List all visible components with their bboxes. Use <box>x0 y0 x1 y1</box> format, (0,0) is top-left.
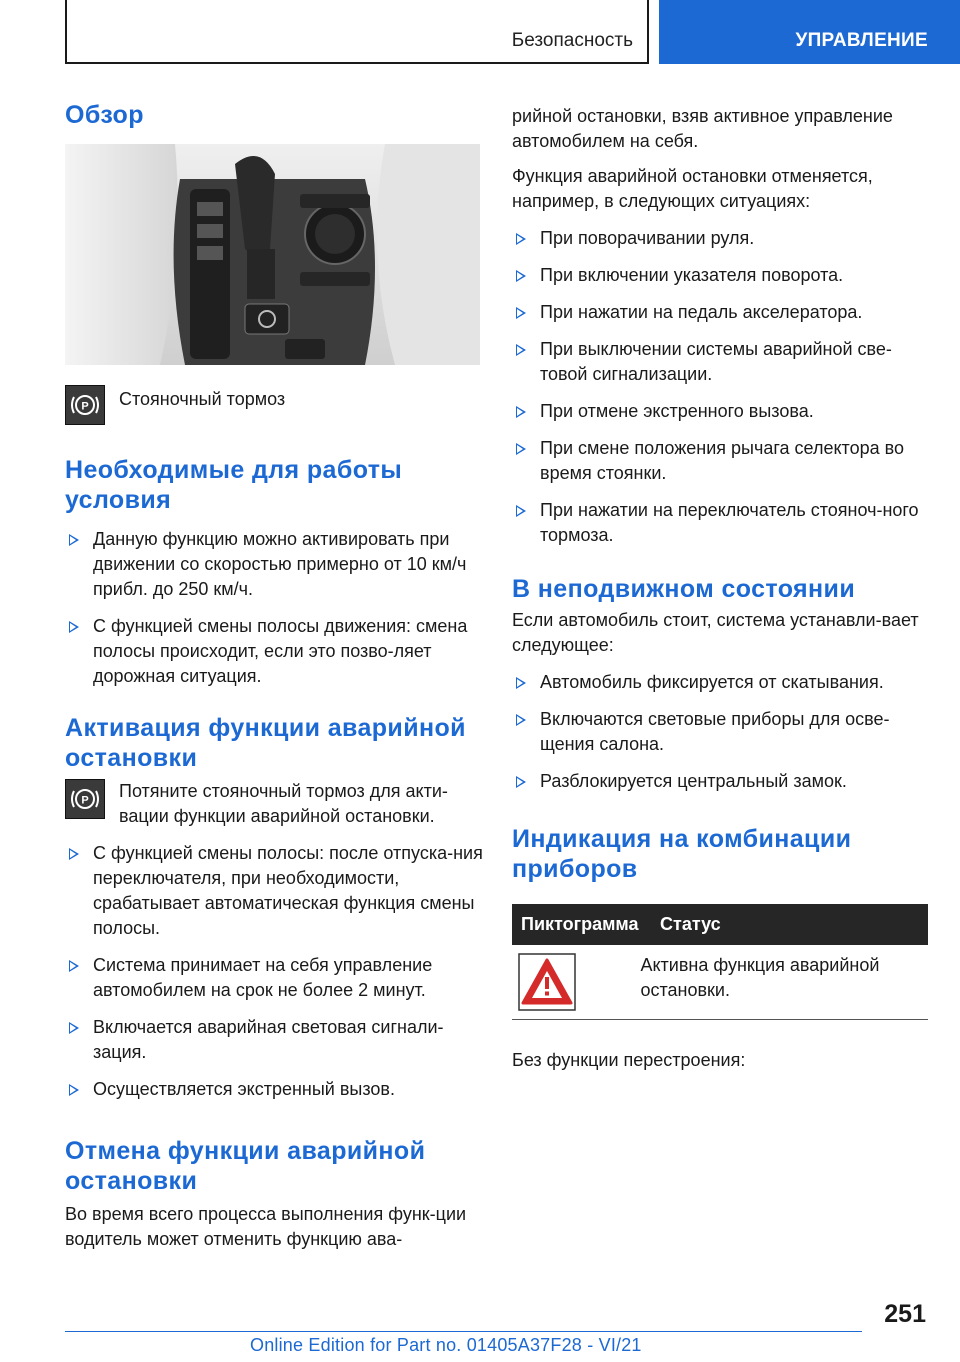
table-cell-status: Активна функция аварийной остановки. <box>640 955 880 1000</box>
center-console-illustration <box>65 144 480 365</box>
standstill-heading: В неподвижном состоянии <box>512 575 856 603</box>
svg-text:P: P <box>81 400 89 413</box>
header-chapter-title: УПРАВЛЕНИЕ <box>795 30 928 51</box>
footer-edition: Online Edition for Part no. 01405A37F28 - VI/21 <box>250 1335 642 1355</box>
bullet-triangle-icon <box>516 714 526 726</box>
cancel-continuation: рийной остановки, взяв активное управление автомобилем на себя. <box>512 106 893 151</box>
activation-instruction: Потяните стояночный тормоз для акти-вации функции аварийной остановки. <box>119 781 448 826</box>
list-item: Система принимает на себя управление автомобилем на срок не более 2 минут. <box>65 953 483 1003</box>
cancel-heading: Отмена функции аварийной остановки <box>65 1137 426 1195</box>
bullet-triangle-icon <box>516 443 526 455</box>
activation-row <box>65 779 483 829</box>
header-chapter-tab <box>659 0 960 64</box>
list-item: При смене положения рычага селектора во время стоянки. <box>512 436 928 486</box>
page-number: 251 <box>884 1300 926 1328</box>
parking-brake-row <box>65 385 483 425</box>
conditions-list <box>65 527 483 689</box>
cancel-paragraph: Во время всего процесса выполнения функ-ции водитель может отменить функцию ава- <box>65 1204 467 1249</box>
bullet-triangle-icon <box>516 233 526 245</box>
bullet-triangle-icon <box>516 307 526 319</box>
standstill-list <box>512 670 928 794</box>
standstill-intro: Если автомобиль стоит, система устанавли-вает следующее: <box>512 610 919 655</box>
bullet-triangle-icon <box>69 848 79 860</box>
no-lane-change-note: Без функции перестроения: <box>512 1050 746 1070</box>
header-section-tab <box>65 0 649 64</box>
indicator-table <box>512 904 928 1020</box>
display-heading: Индикация на комбинации приборов <box>512 825 852 883</box>
bullet-triangle-icon <box>69 960 79 972</box>
header-section-title: Безопасность <box>511 30 633 51</box>
list-item: Автомобиль фиксируется от скатывания. <box>512 670 928 695</box>
bullet-triangle-icon <box>516 505 526 517</box>
parking-brake-caption: Стояночный тормоз <box>119 389 286 409</box>
table-row <box>512 945 928 1020</box>
list-item: При выключении системы аварийной све-товой сигнализации. <box>512 337 928 387</box>
cancel-situations-list <box>512 226 928 548</box>
table-header <box>512 904 928 945</box>
warning-triangle-icon <box>518 953 576 1011</box>
bullet-triangle-icon <box>516 344 526 356</box>
center-console-photo <box>65 144 480 365</box>
list-item: Осуществляется экстренный вызов. <box>65 1077 483 1102</box>
footer-divider <box>65 1331 862 1332</box>
bullet-triangle-icon <box>69 621 79 633</box>
table-cell-pictogram <box>512 953 640 1019</box>
list-item: Разблокируется центральный замок. <box>512 769 928 794</box>
bullet-triangle-icon <box>516 677 526 689</box>
parking-brake-icon <box>65 779 105 819</box>
activation-heading: Активация функции аварийной остановки <box>65 714 466 772</box>
list-item: Включаются световые приборы для осве-щения салона. <box>512 707 928 757</box>
list-item: При нажатии на переключатель стояноч-ного тормоза. <box>512 498 928 548</box>
list-item: С функцией смены полосы движения: смена полосы происходит, если это позво-ляет дорожная ситуация. <box>65 614 483 689</box>
list-item: С функцией смены полосы: после отпуска-ния переключателя, при необходимости, срабатывает автоматическая функция смены полосы. <box>65 841 483 941</box>
cancel-intro: Функция аварийной остановки отменяется, например, в следующих ситуациях: <box>512 166 873 211</box>
overview-heading: Обзор <box>65 101 144 129</box>
right-column <box>512 104 928 1073</box>
conditions-heading: Необходимые для работы условия <box>65 456 403 514</box>
svg-text:P: P <box>81 794 89 807</box>
list-item: При нажатии на педаль акселератора. <box>512 300 928 325</box>
bullet-triangle-icon <box>516 776 526 788</box>
bullet-triangle-icon <box>69 534 79 546</box>
list-item: При включении указателя поворота. <box>512 263 928 288</box>
left-column <box>65 100 483 1252</box>
column-header-pictogram: Пиктограмма <box>521 914 639 934</box>
activation-list <box>65 841 483 1102</box>
list-item: Включается аварийная световая сигнали-зация. <box>65 1015 483 1065</box>
list-item: Данную функцию можно активировать при движении со скоростью примерно от 10 км/ч прибл. до 250 км/ч. <box>65 527 483 602</box>
bullet-triangle-icon <box>69 1022 79 1034</box>
bullet-triangle-icon <box>69 1084 79 1096</box>
bullet-triangle-icon <box>516 406 526 418</box>
column-header-status: Статус <box>660 914 721 934</box>
parking-brake-icon <box>65 385 105 425</box>
bullet-triangle-icon <box>516 270 526 282</box>
list-item: При отмене экстренного вызова. <box>512 399 928 424</box>
list-item: При поворачивании руля. <box>512 226 928 251</box>
